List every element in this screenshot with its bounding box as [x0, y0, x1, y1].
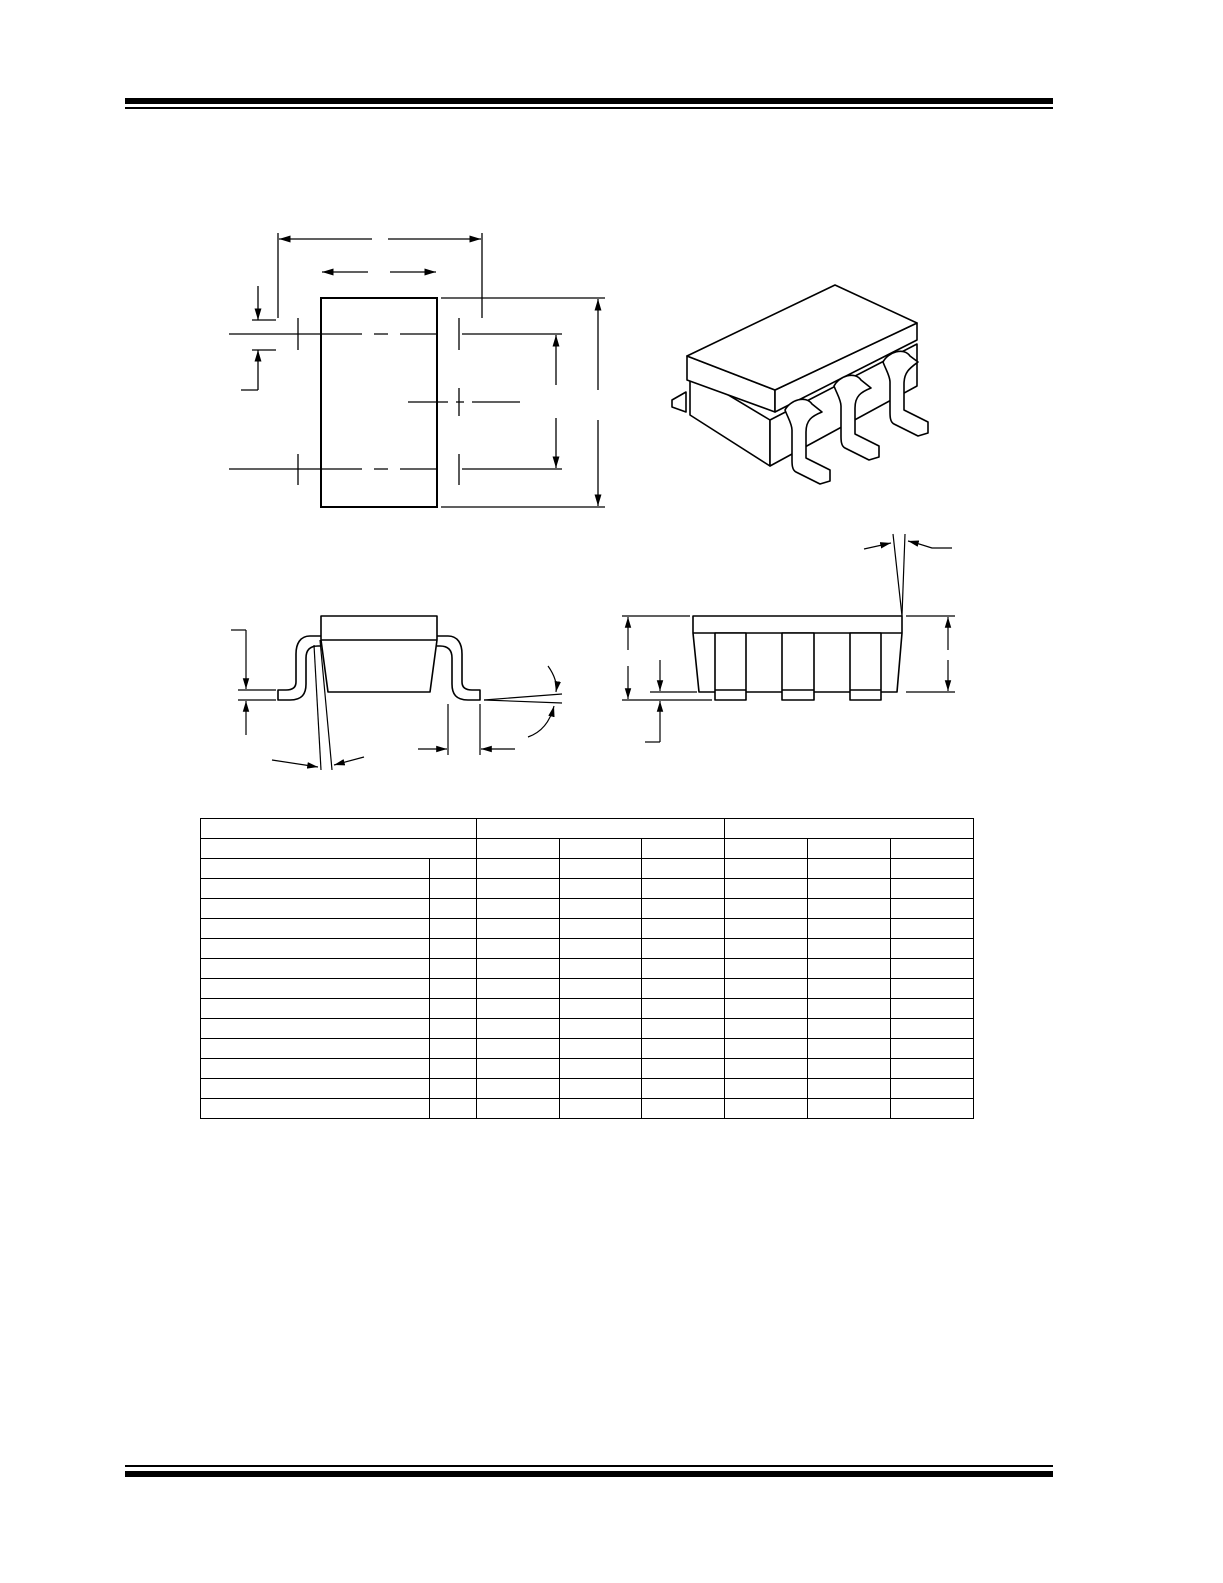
- table-row: [201, 879, 974, 899]
- table-cell: [201, 839, 477, 859]
- package-isometric-view: [672, 285, 928, 484]
- table-row: [201, 1059, 974, 1079]
- table-row: [201, 1039, 974, 1059]
- table-cell: [725, 819, 974, 839]
- package-top-view: [229, 233, 605, 507]
- table-cell: [201, 819, 477, 839]
- table-row: [201, 979, 974, 999]
- table-row: [201, 1019, 974, 1039]
- table-row: [201, 859, 974, 879]
- package-side-view: [231, 616, 562, 770]
- table-row: [201, 959, 974, 979]
- table-cell: [891, 839, 974, 859]
- table-cell: [642, 839, 725, 859]
- table-cell: [477, 839, 560, 859]
- table-cell: [725, 839, 808, 859]
- table-row: [201, 939, 974, 959]
- table-row: [201, 1079, 974, 1099]
- table-cell: [808, 839, 891, 859]
- table-row: [201, 919, 974, 939]
- dimension-table: [200, 818, 974, 1119]
- table-header-row: [201, 839, 974, 859]
- package-end-view: [622, 534, 955, 742]
- table-row: [201, 1099, 974, 1119]
- table-row: [201, 999, 974, 1019]
- table-header-row: [201, 819, 974, 839]
- table-cell: [477, 819, 725, 839]
- table-cell: [560, 839, 642, 859]
- table-row: [201, 899, 974, 919]
